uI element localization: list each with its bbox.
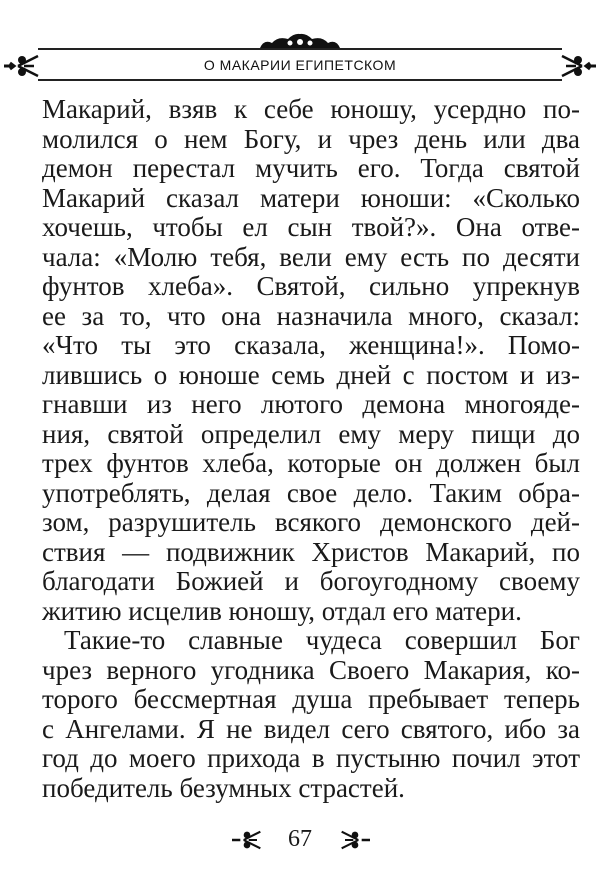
text-line: ния, святой определил ему меру пищи до [42,418,580,449]
text-line: торого бессмертная душа пребывает теперь [42,684,580,714]
text-line: трех фунтов хлеба, которые он должен был [42,448,580,478]
text-line: ее за то, что она назначила много, сказал: [42,300,580,331]
text-line: хочешь, чтобы ел сын твой?». Она отве- [42,212,580,242]
text-line: год до моего прихода в пустыню почил этот [42,743,580,773]
text-line: фунтов хлеба». Святой, сильно упрекнув [42,271,580,301]
running-header [0,30,600,90]
text-line: Такие-то славные чудеса совершил Бог [64,625,580,655]
text-line: гнавши из него лютого демона многояде- [42,389,580,419]
text-line: чрез верного угодника Своего Макария, ко- [42,654,580,685]
text-line: «Что ты это сказала, женщина!». Помо- [42,330,580,360]
running-title: О МАКАРИИ ЕГИПЕТСКОМ [203,57,397,73]
text-line: демон перестал мучить его. Тогда святой [42,153,580,183]
page-footer [0,826,600,856]
header-rule-top [38,48,562,50]
text-line: употреблять, делая свое дело. Таким обра- [42,477,580,508]
text-line: благодати Божией и богоугодному своему [42,566,580,596]
text-line: победитель безумных страстей. [42,772,405,803]
text-line: чала: «Молю тебя, вели ему есть по десяти [42,241,580,272]
body-text [42,95,580,803]
text-line: с Ангелами. Я не видел сего святого, ибо за [42,713,580,744]
page-number: 67 [288,826,312,852]
text-line: Макарий сказал матери юноши: «Сколько [42,182,580,213]
text-line: ствия — подвижник Христов Макарий, по [42,536,580,567]
text-line: житию исцелив юношу, отдал его матери. [42,595,522,626]
header-rule-bottom [38,79,562,81]
footer-right-fleuron-icon [340,830,370,850]
text-line: молился о нем Богу, и чрез день или два [42,123,580,154]
text-line: зом, разрушитель всякого демонского дей- [42,507,580,537]
text-line: Макарий, взяв к себе юношу, усердно по- [42,94,580,124]
top-ornament-icon [258,33,342,49]
text-line: лившись о юноше семь дней с постом и из- [42,359,580,390]
